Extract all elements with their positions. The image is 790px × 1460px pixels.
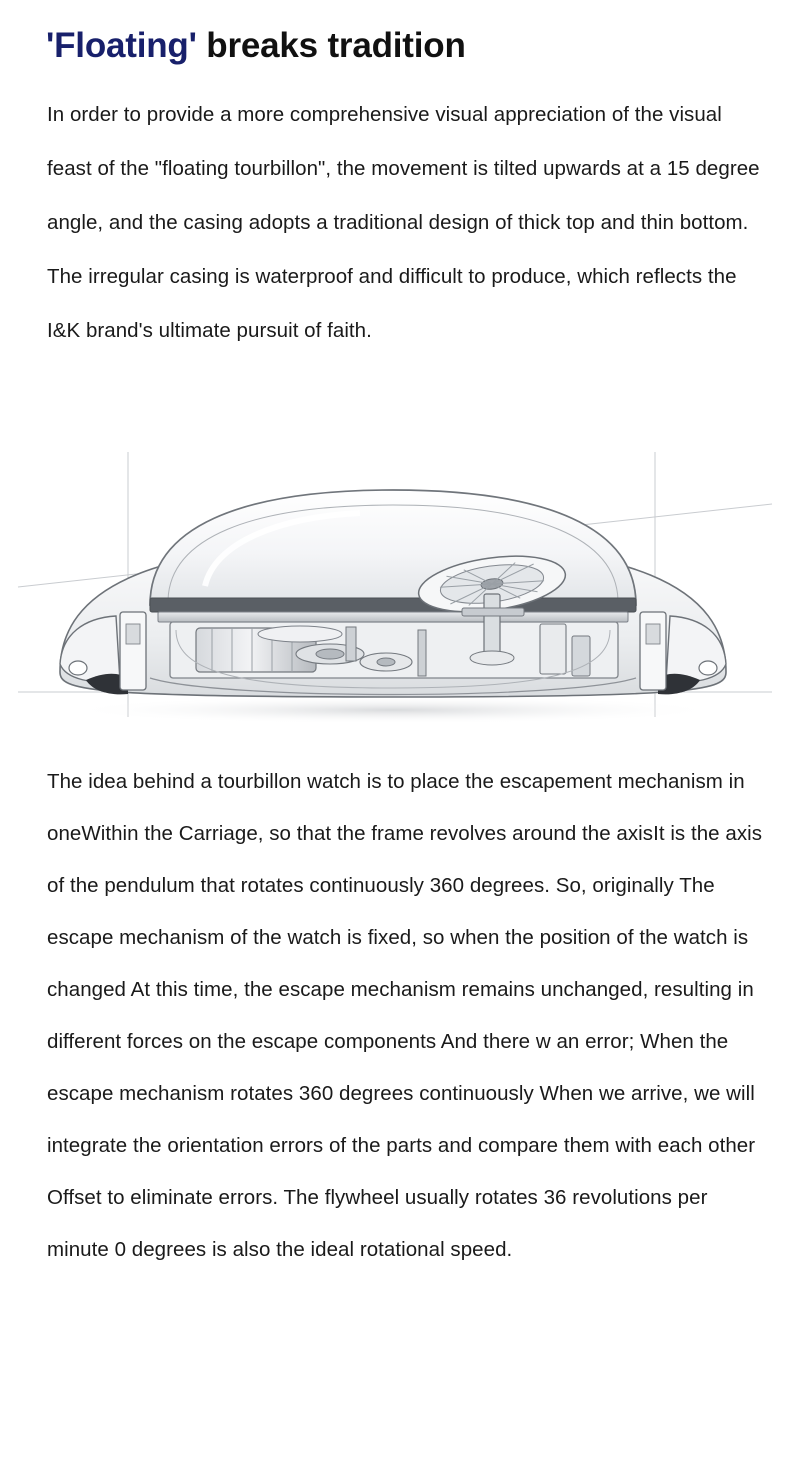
intro-paragraph: In order to provide a more comprehensive visual appreciation of the visual feast of the "floating tourbillon", the movement is tilted upwards at a 15 degree angle, and the casing adopts a traditional design of thick top and thin bottom. The irregular casing is waterproof and difficult to produce, which reflects the I&K brand's ultimate pursuit of faith. <box>47 103 760 343</box>
movement-figure <box>0 372 790 742</box>
page-top-spacer <box>0 0 790 14</box>
tourbillon-cross-section-icon <box>0 372 790 742</box>
upper-bezel-ring <box>150 598 636 612</box>
figure-shadow <box>63 696 723 724</box>
body-paragraph: The idea behind a tourbillon watch is to place the escapement mechanism in oneWithin the Carriage, so that the frame revolves around the axisIt is the axis of the pendulum that rotates continuously 360 degrees. So, originally The escape mechanism of the watch is fixed, so when the position of the watch is changed At this time, the escape mechanism remains unchanged, resulting in different forces on the escape components And there w an error; When the escape mechanism rotates 360 degrees continuously When we arrive, we will integrate the orientation errors of the parts and compare them with each other Offset to eliminate errors. The flywheel usually rotates 36 revolutions per minute 0 degrees is also the ideal rotational speed. <box>47 770 763 1262</box>
dial-plate <box>158 612 628 622</box>
sapphire-crystal <box>150 490 636 605</box>
page-title-rest: breaks tradition <box>196 26 466 65</box>
page-title-accent: 'Floating' <box>46 26 197 65</box>
